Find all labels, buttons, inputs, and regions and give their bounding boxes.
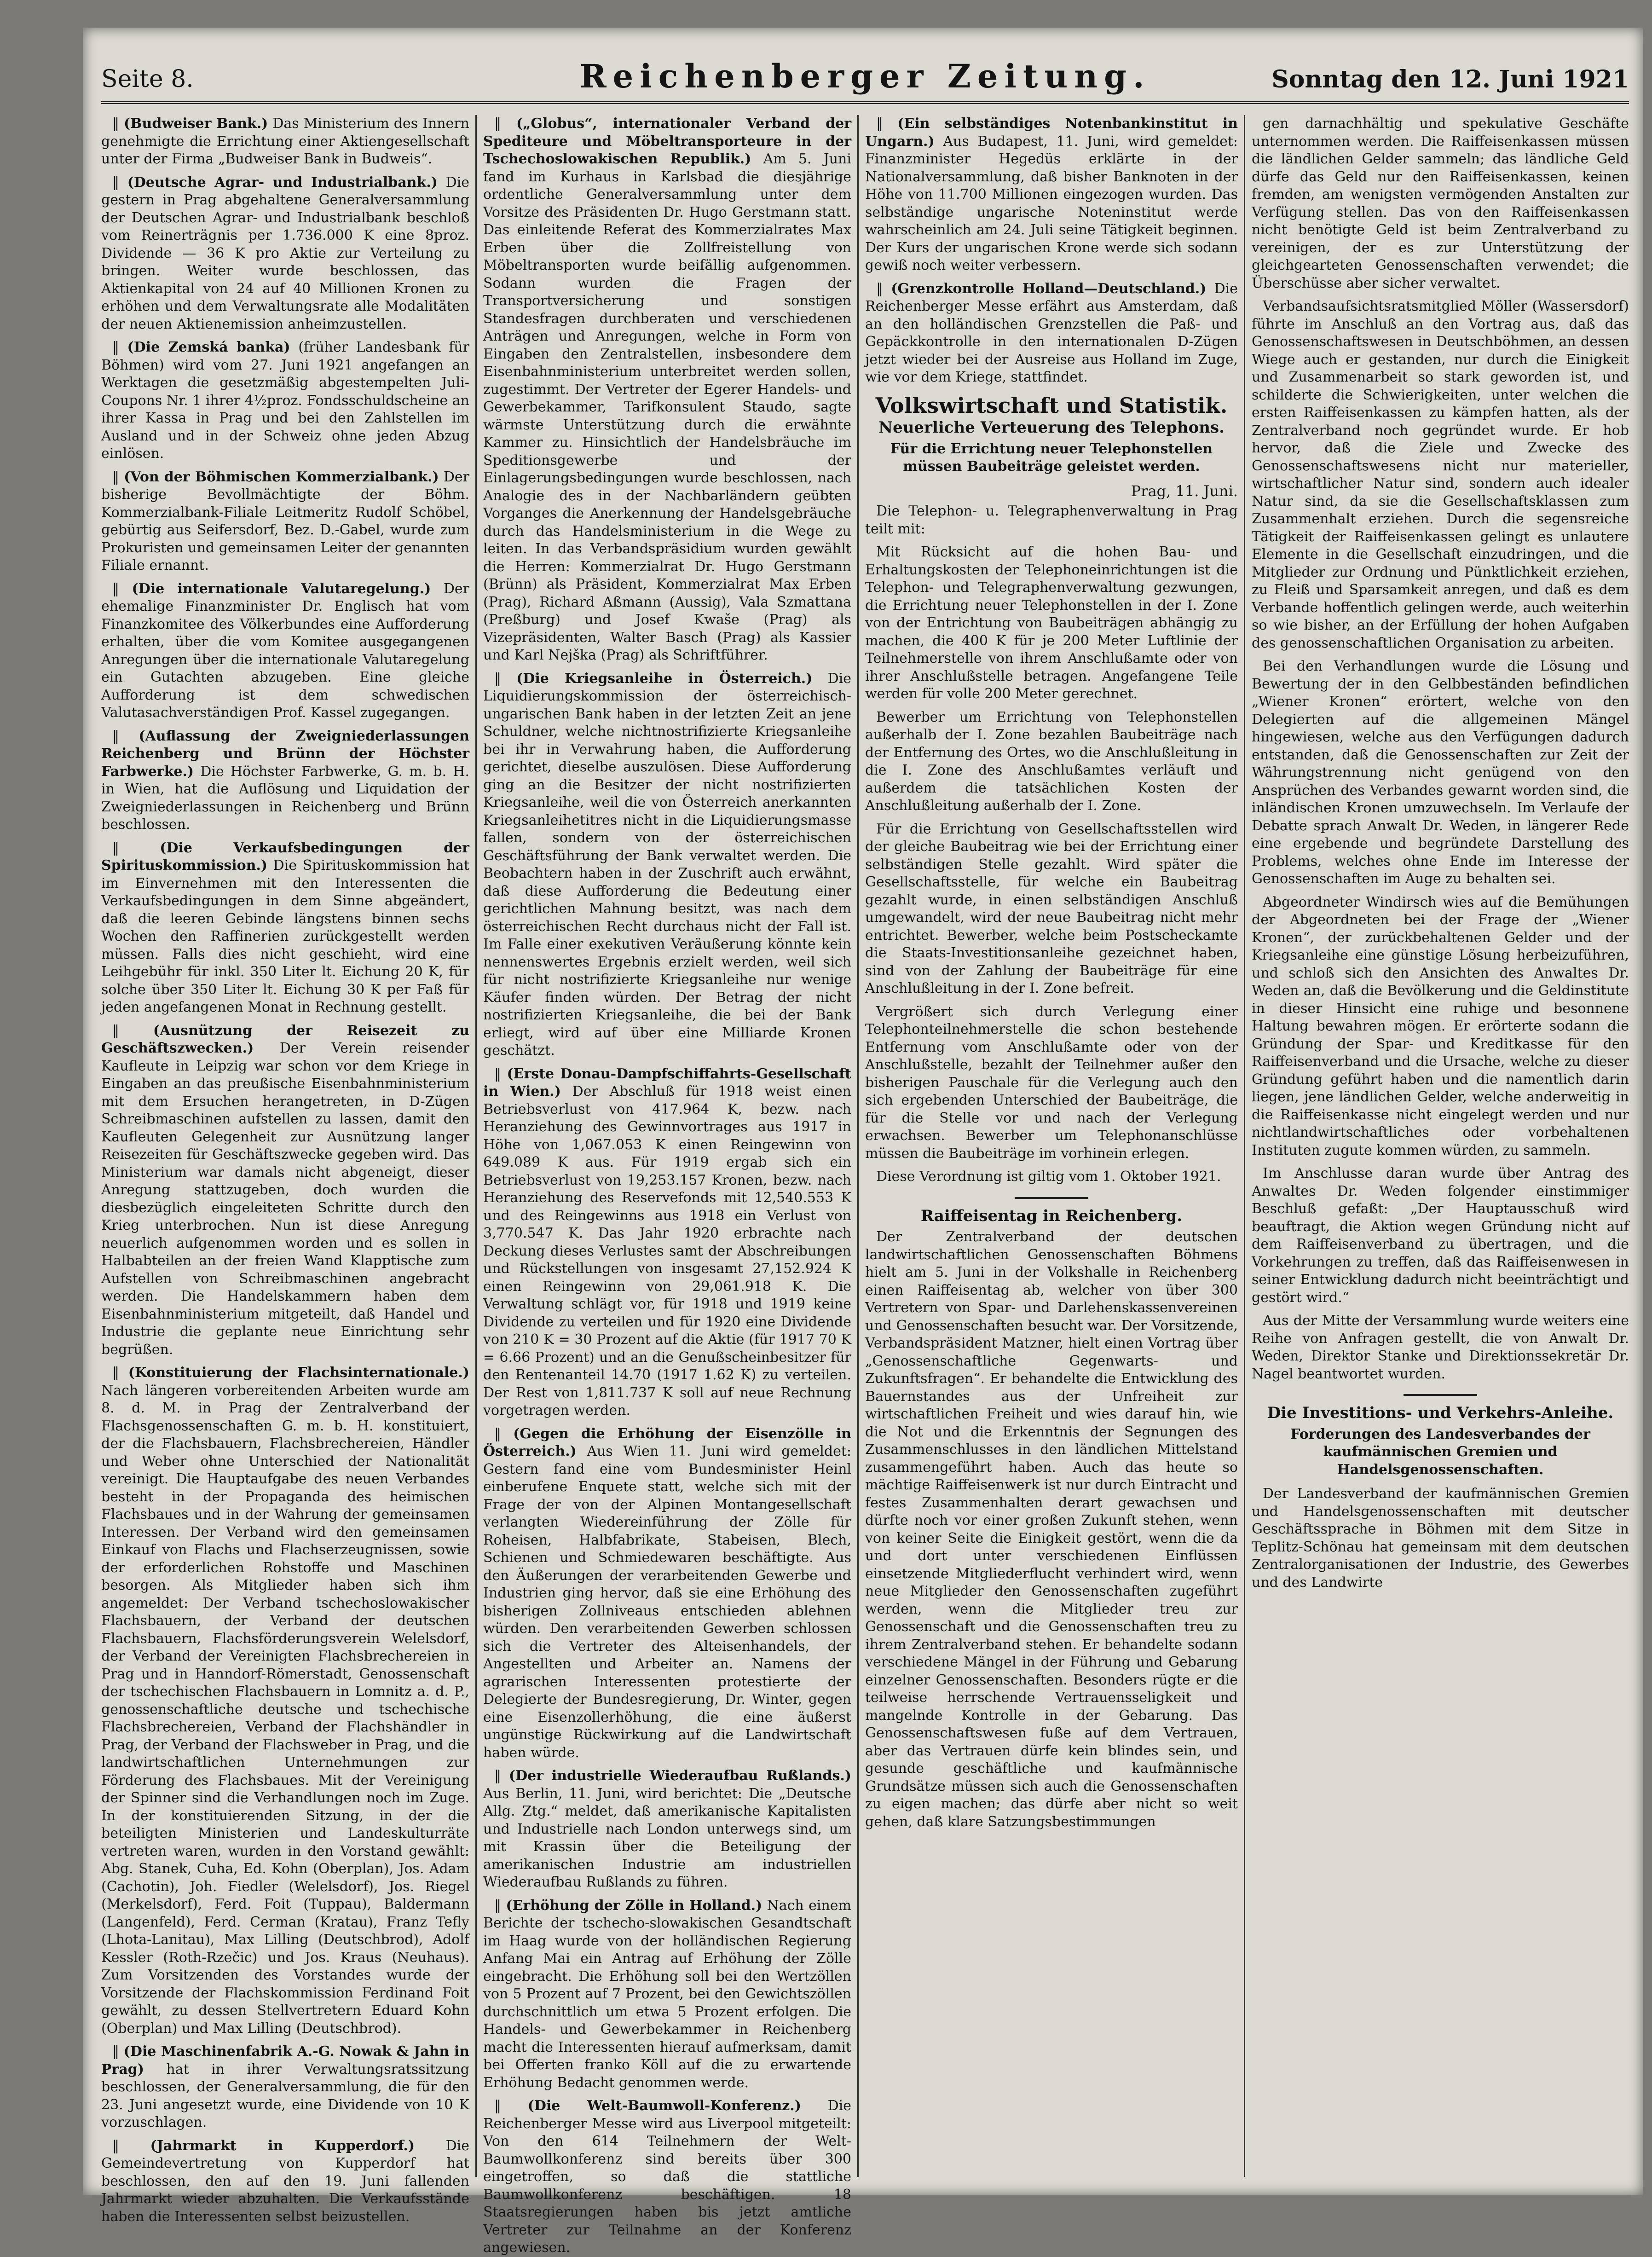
item-keyword: (Der industrielle Wiederaufbau Rußlands.) [508,1768,851,1784]
news-item [483,1897,851,2092]
item-marker: ‖ [112,728,139,744]
item-text: Der bisherige Bevollmächtigte der Böhm. Kommerzialbank-Filiale Leitmeritz Rudolf Schöbel, gebürtig aus Seifersdorf, Bez. D.-Gabel, wurde zum Prokuristen und gemeinsamen Leiter der genannten Filiale ernannt. [101,469,469,573]
item-keyword: (Erhöhung der Zölle in Holland.) [506,1897,762,1914]
item-text: hat in ihrer Verwaltungsratssitzung beschlossen, der Generalversammlung, die für den 23. Juni angesetzt wurde, eine Dividende von 10 K vorzuschlagen. [101,2061,469,2130]
news-item [101,115,469,168]
article-body [1252,115,1629,1383]
item-text: Nach einem Berichte der tschecho-slowakischen Gesandtschaft im Haag wurde von der holländischen Regierung Anfang Mai ein Antrag auf Erhöhung der Zölle eingebracht. Die Erhöhung soll bei den Wertzöllen von 5 Prozent auf 7 Prozent, bei den Gewichtszöllen durchschnittlich um etwa 5 Prozent erfolgen. Die Handels- und Gewerbekammer in Reichenberg macht die Interessenten hierauf aufmerksam, damit bei Offerten franko Köll auf die zu erwartende Erhöhung Bedacht genommen werde. [483,1897,851,2091]
item-marker: ‖ [112,1022,153,1039]
paragraph: Für die Errichtung von Gesellschaftsstellen wird der gleiche Baubeitrag wie bei der Errichtung einer selbständigen Stelle gezahlt. Wird später die Gesellschaftsstelle, für welche ein Baubeitrag gezahlt wurde, in einen selbständigen Anschluß umgewandelt, wird der neue Baubeitrag nicht mehr entrichtet. Bewerber, welche beim Postscheckamte die Staats-Investitionsanleihe gezeichnet haben, sind von der Zahlung der Baubeiträge für eine Anschlußleitung in der I. Zone befreit. [865,821,1238,996]
item-keyword: (Grenzkontrolle Holland—Deutschland.) [891,280,1207,297]
item-marker: ‖ [494,2098,528,2114]
article-headline: Raiffeisentag in Reichenberg. [920,1206,1183,1225]
item-text: Die Spirituskommission hat im Einvernehmen mit den Interessenten die Verkaufsbedingungen in dem Sinne abgeändert, daß die leeren Gebinde längstens binnen sechs Wochen den Raffinerien zurückgestellt werden müssen. Falls dies nicht geschieht, wird eine Leihgebühr für inkl. 350 Liter lt. Eichung 20 K, für solche über 350 Liter lt. Eichung 30 K per Faß für jeden angefangenen Monat in Rechnung gestellt. [101,857,469,1015]
item-marker: ‖ [112,2043,124,2060]
column-rule [1244,115,1245,2177]
item-keyword: (Die Welt-Baumwoll-Konferenz.) [527,2098,801,2114]
article-body [1252,1485,1629,1591]
article-headline: Neuerliche Verteuerung des Telephons. [878,418,1225,437]
item-keyword: (Jahrmarkt in Kupperdorf.) [150,2137,415,2154]
column-1 [101,115,470,2225]
news-item [483,115,851,665]
article-subheadline: Für die Errichtung neuer Telephonstellen müssen Baubeiträge geleistet werden. [890,440,1213,475]
column-rule [857,115,859,2177]
item-keyword: (Die Verkaufsbedingungen der Spirituskommission.) [101,839,469,874]
item-keyword: (Ein selbständiges Notenbankinstitut in Ungarn.) [865,116,1238,150]
item-text: Aus Budapest, 11. Juni, wird gemeldet: Finanzminister Hegedüs erklärte in der Nationalversammlung, daß bisher Banknoten in der Höhe von 11.700 Millionen eingezogen wurden. Das selbständige ungarische Noteninstitut werde wahrscheinlich am 24. Juli seine Tätigkeit beginnen. Der Kurs der ungarischen Krone werde sich sodann gewiß noch weiter verbessern. [865,133,1238,273]
item-text: Die Reichenberger Messe wird aus Liverpool mitgeteilt: Von den 614 Teilnehmern der Welt-Baumwollkonferenz sind bereits über 300 eingetroffen, so daß die stattliche Baumwollkonferenz beschäftigen. 18 Staatsregierungen haben bis jetzt amtliche Vertreter zur Teilnahme an der Konferenz angewiesen. [483,2098,851,2256]
news-item [101,2043,469,2132]
item-text: Aus Wien 11. Juni wird gemeldet: Gestern fand eine vom Bundesminister Heinl einberufene Enquete statt, welche sich mit der Frage der von der Alpinen Montangesellschaft verlangten Wiedereinführung der Zölle für Roheisen, Halbfabrikate, Stabeisen, Blech, Schienen und Schmiedewaren beschäftigte. Aus den Äußerungen der verarbeitenden Gewerbe und Industrien ging hervor, daß sie eine Erhöhung des bisherigen Zollniveaus entschieden ablehnen würden. Den verarbeitenden Gewerben schlossen sich die Vertreter des Alteisenhandels, der Angestellten und Arbeiter an. Namens der agrarischen Interessenten protestierte der Delegierte der Bundesregierung, Dr. Winter, gegen eine Eisenzollerhöhung, die eine äußerst ungünstige Rückwirkung auf die Landwirtschaft haben würde. [483,1443,851,1761]
news-item [101,580,469,722]
paragraph: Bewerber um Errichtung von Telephonstellen außerhalb der I. Zone bezahlen Baubeiträge nach der Entfernung des Ortes, wo die Anschlußleitung in die I. Zone des Anschlußamtes verläuft und außerdem die tatsächlichen Kosten der Anschlußleitung außerhalb der I. Zone. [865,709,1238,814]
item-keyword: (Von der Böhmischen Kommerzialbank.) [124,469,439,485]
article-body [865,503,1238,1186]
news-item [483,670,851,1060]
article-headline: Die Investitions- und Verkehrs-Anleihe. [1267,1404,1614,1422]
item-text: Nach längeren vorbereitenden Arbeiten wurde am 8. d. M. in Prag der Zentralverband der Flachsgenossenschaften G. m. b. H. konstituiert, der die Flachsbauern, Flachsbrechereien, Händler und Weber ohne Unterschied der Nationalität vereinigt. Die Hauptaufgabe des neuen Verbandes besteht in der Propaganda des heimischen Flachsbaues und in der Wahrung der gemeinsamen Interessen. Der Verband wird den gemeinsamen Einkauf von Flachs und Flachserzeugnissen, sowie der erforderlichen Rohstoffe und Maschinen besorgen. Als Mitglieder haben sich ihm angemeldet: Der Verband tschechoslowakischer Flachsbauern, der Verband der deutschen Flachsbauern, Flachsförderungsverein Welelsdorf, der Verband der Vereinigten Flachsbrechereien in Prag und in Hanndorf-Römerstadt, Genossenschaft der tschechischen Flachsbauern in Lomnitz a. d. P., genossenschaftliche deutsche und tschechische Flachsbrechereien, Verband der Flachshändler in Prag, der Verband der Flachsweber in Prag, und die landwirtschaftlichen Unternehmungen zur Förderung des Flachsbaues. Mit der Vereinigung der Spinner sind die Verhandlungen noch im Zuge. In der konstituierenden Sitzung, in der die beteiligten Ministerien und Landeskulturräte vertreten waren, wurden in den Vorstand gewählt: Abg. Stanek, Cuha, Ed. Kohn (Oberplan), Jos. Adam (Cachotin), Joh. Fiedler (Welelsdorf), Jos. Riegel (Merkelsdorf), Ferd. Foit (Tuppau), Baldermann (Langenfeld), Ferd. Cerman (Kratau), Franz Tefly (Lhota-Lanitau), Max Lilling (Deutschbrod), Adolf Kessler (Roth-Rzečic) und Jos. Kraus (Neuhaus). Zum Vorsitzenden des Vorstandes wurde der Vorsitzende der Flachskommission Ferdinand Foit gewählt, zu dessen Stellvertretern Eduard Kohn (Oberplan) und Max Lilling (Deutschbrod). [101,1382,469,2037]
news-item [101,728,469,834]
item-keyword: (Gegen die Erhöhung der Eisenzölle in Österreich.) [483,1425,851,1459]
item-text: Aus Berlin, 11. Juni, wird berichtet: Die „Deutsche Allg. Ztg.“ meldet, daß amerikanische Kapitalisten und Industrielle nach London unterwegs sind, um mit Krassin über die Beteiligung der amerikanischen Industrie am industriellen Wiederaufbau Rußlands zu führen. [483,1785,851,1890]
news-item [483,1767,851,1892]
news-item [865,115,1238,275]
news-item [101,1364,469,2037]
item-keyword: (Die Kriegsanleihe in Österreich.) [516,670,813,687]
item-keyword: (Ausnützung der Reisezeit zu Geschäftszwecken.) [101,1022,469,1056]
paragraph: gen darnachhältig und spekulative Geschäfte unternommen werden. Die Raiffeisenkassen müssen die ländlichen Gelder sammeln; das ländliche Geld dürfe das Geld nur den Raiffeisenkassen, keinen fremden, am wenigsten vermögenden Anstalten zur Verfügung stellen. Das von den Raiffeisenkassen nicht benötigte Geld ist beim Zentralverband zu vereinigen, der es zur Unterstützung der gleichgearteten Genossenschaften verwendet; die Überschüsse aber sicher verwaltet. [1252,116,1629,291]
news-items [865,115,1238,387]
paragraph: Abgeordneter Windirsch wies auf die Bemühungen der Abgeordneten bei der Frage der „Wiener Kronen“, der zurückbehaltenen Gelder und der Kriegsanleihe eine günstige Lösung herbeizuführen, und schloß sich den Ansichten des Anwaltes Dr. Weden an, daß die Bevölkerung und die Geldinstitute in dieser Hinsicht eine ruhige und besonnene Haltung bewahren mögen. Er erörterte sodann die Gründung der Spar- und Kreditkasse für den Raiffeisenverband und die Ursache, welche zu dieser Gründung geführt haben und die namentlich darin liegen, jene ländlichen Gelder, welche anderweitig in die Raiffeisenkasse nicht eingelegt werden und nur nichtlandwirtschaftliches oder vorbehaltenen Instituten zugute kommen würden, zu sammeln. [1252,894,1629,1158]
item-text: Das Ministerium des Innern genehmigte die Errichtung einer Aktiengesellschaft unter der Firma „Budweiser Bank in Budweis“. [101,116,469,167]
item-marker: ‖ [494,670,517,687]
item-text: Der Verein reisender Kaufleute in Leipzig war schon vor dem Kriege in Eingaben an das preußische Eisenbahnministerium mit dem Ersuchen herangetreten, in D-Zügen Schreibmaschinen aufstellen zu lassen, damit den Kaufleuten Gelegenheit zur Ausnützung langer Reisezeiten für Geschäftszwecke gegeben wird. Das Ministerium war damals nicht abgeneigt, dieser Anregung stattzugeben, doch wurden die diesbezüglich eingeleiteten Schritte durch den Krieg unterbrochen. Nun ist diese Anregung neuerlich aufgenommen worden und es sollen in Halbabteilen an der freien Wand Klapptische zum Aufstellen von Schreibmaschinen angebracht werden. Die Handelskammern haben dem Eisenbahnministerium mitgeteilt, daß Handel und Industrie die geplante neue Einrichtung sehr begrüßen. [101,1040,469,1358]
item-marker: ‖ [112,580,132,597]
item-marker: ‖ [494,116,516,132]
paragraph: Im Anschlusse daran wurde über Antrag des Anwaltes Dr. Weden folgender einstimmiger Beschluß gefaßt: „Der Hauptausschuß wird beauftragt, die Aktion wegen Gründung nicht auf dem Raiffeisenverband zu übertragen, und die Vorkehrungen zu treffen, daß das Raiffeisenwesen in seiner Entwicklung dadurch nicht beeinträchtigt und gestört wird.“ [1252,1165,1629,1306]
item-text: Die Liquidierungskommission der österreichisch-ungarischen Bank haben in der letzten Zeit an jene Schuldner, welche nichtnostrifizierte Kriegsanleihe bei ihr in Verwahrung haben, die Aufforderung gerichtet, dieselbe auszulösen. Diese Aufforderung ging an die Besitzer der nicht nostrifizierten Kriegsanleihe, weil die von Österreich anerkannten Kriegsanleihetitres nicht in die Liquidierungsmasse fallen, sondern von der österreichischen Geschäftsführung der Bank verwaltet werden. Die Beobachtern haben in der Zuschrift auch erwähnt, daß diese Aufforderung die Bedeutung einer gerichtlichen Mahnung besitzt, was nach dem österreichischen Recht durchaus nicht der Fall ist. Im Falle einer exekutiven Veräußerung könnte kein nennenswertes Ergebnis erzielt werden, weil sich für nicht nostrifizierte Kriegsanleihe nur wenige Käufer finden würden. Der Betrag der nicht nostrifizierten Kriegsanleihe, die bei der Bank erliegt, wird auf über eine Milliarde Kronen geschätzt. [483,670,851,1059]
item-marker: ‖ [112,339,127,355]
news-item [483,2097,851,2257]
item-marker: ‖ [112,469,124,485]
column-3 [865,115,1238,2177]
item-text: (früher Landesbank für Böhmen) wird vom 27. Juni 1921 angefangen an Werktagen die gesetzmäßig abgestempelten Juli-Coupons Nr. 1 ihrer 4½proz. Fondsschuldscheine an ihrer Kassa in Prag und bei den Zahlstellen im Ausland und in der Schweiz ohne jeden Abzug einlösen. [101,339,469,462]
item-keyword: (Budweiser Bank.) [123,116,268,132]
item-keyword: (Auflassung der Zweigniederlassungen Reichenberg und Brünn der Höchster Farbwerke.) [101,728,469,780]
item-text: Die Höchster Farbwerke, G. m. b. H. in Wien, hat die Auflösung und Liquidation der Zweigniederlassungen in Reichenberg und Brünn beschlossen. [101,763,469,833]
item-marker: ‖ [494,1768,509,1784]
item-text: Die Gemeindevertretung von Kupperdorf hat beschlossen, den auf den 19. Juni fallenden Jahrmarkt wieder abzuhalten. Die Verkaufsstände haben die Interessenten selbst beizustellen. [101,2137,470,2225]
divider [1404,1394,1477,1396]
item-keyword: („Globus“, internationaler Verband der Spediteure und Möbeltransporteure in der Tschechoslowakischen Republik.) [483,116,851,167]
item-keyword: (Konstituierung der Flachsinternationale.) [128,1365,469,1381]
item-text: Am 5. Juni fand im Kurhaus in Karlsbad die diesjährige ordentliche Generalversammlung unter dem Vorsitze des Präsidenten Dr. Hugo Gerstmann statt. Das einleitende Referat des Kommerzialrates Max Erben über die Zollfreistellung von Möbeltransporten wurde beifällig aufgenommen. Sodann wurden die Fragen der Transportversicherung und sonstigen Standesfragen durchberaten und verschiedenen Anträgen und Anregungen, welche in Form von Eingaben den Zentralstellen, insbesondere dem Eisenbahnministerium unterbreitet werden sollen, zugestimmt. Der Vertreter der Egerer Handels- und Gewerbekammer, Tarifkonsulent Staudo, sagte wärmste Unterstützung durch die erwähnte Kammer zu. Hinsichtlich der Handelsbräuche im Speditionsgewerbe und der Einlagerungsbedingungen wurde beschlossen, nach Analogie des in der Nachbarländern geübten Vorganges die Anerkennung der Handelsgebräuche durch das Handelsministerium in die Wege zu leiten. In das Verbandspräsidium wurden gewählt die Herren: Kommerzialrat Dr. Hugo Gerstmann (Brünn) als Präsident, Kommerzialrat Max Erben (Prag), Richard Aßmann (Aussig), Vala Szmattana (Preßburg) und Josef Kwaše (Prag) als Vizepräsidenten, Walter Basch (Prag) als Kassier und Karl Nejška (Prag) als Schriftführer. [483,151,851,663]
column-rule [475,115,477,2177]
item-keyword: (Erste Donau-Dampfschiffahrts-Gesellschaft in Wien.) [483,1065,851,1100]
news-item [483,1065,851,1420]
item-marker: ‖ [876,280,891,297]
item-text: Der ehemalige Finanzminister Dr. Englisch hat vom Finanzkomitee des Völkerbundes eine Aufforderung erhalten, über die vom Komitee ausgegangenen Anregungen über die internationale Valutaregelung ein Gutachten abzugeben. Eine gleiche Aufforderung ist dem schwedischen Valutasachverständigen Prof. Kassel zugegangen. [101,580,469,721]
article-body [865,1228,1238,1831]
news-item [101,839,469,1017]
item-marker: ‖ [112,839,160,856]
masthead: Reichenberger Zeitung. [579,57,1151,95]
news-item [483,1425,851,1762]
paragraph: Der Landesverband der kaufmännischen Gremien und Handelsgenossenschaften mit deutscher Geschäftssprache in Böhmen mit dem Sitze in Teplitz-Schönau hat gemeinsam mit dem deutschen Zentralorganisationen der Industrie, des Gewerbes und des Landwirte [1252,1486,1629,1591]
page-header [101,46,1629,104]
news-item [101,1022,469,1359]
item-marker: ‖ [112,2137,150,2154]
paragraph: Vergrößert sich durch Verlegung einer Telephonteilnehmerstelle die schon bestehende Entfernung vom Anschlußamte oder von der Anschlußstelle, bezahlt der Teilnehmer außer den bisherigen Pauschale für die Verlegung auch den sich ergebenden Unterschied der Baubeiträge, die für die Stelle vor und nach der Verlegung erwachsen. Bewerber um Telephonanschlüsse müssen die Baubeiträge im vorhinein erlegen. [865,1003,1238,1162]
item-marker: ‖ [494,1425,514,1442]
column-2 [483,115,851,2256]
newspaper-page [83,28,1643,2256]
item-text: Die gestern in Prag abgehaltene Generalversammlung der Deutschen Agrar- und Industrialbank beschloß vom Reinerträgnis per 1.736.000 K eine 8proz. Dividende — 36 K pro Aktie zur Verteilung zu bringen. Weiter wurde beschlossen, das Aktienkapital von 24 auf 40 Millionen Kronen zu erhöhen und dem Verwaltungsrate alle Modalitäten der neuen Aktienemission anheimzustellen. [101,174,469,332]
paragraph: Verbandsaufsichtsratsmitglied Möller (Wassersdorf) führte im Anschluß an den Vortrag aus, daß das Genossenschaftswesen in Deutschböhmen, an dessen Wiege auch er gestanden, nur durch die Einigkeit und Zusammenarbeit so stark geworden ist, und schilderte die Schwierigkeiten, unter welchen die ersten Raiffeisenkassen zu kämpfen hatten, als der Zentralverband noch gegründet wurde. Er hob hervor, daß die Ziele und Zwecke des Genossenschaftswesens nicht nur materieller, wirtschaftlicher Natur sind, sondern auch idealer Natur sind, da sie die Gesellschaftsklassen zum Zusammenhalt erziehen. Durch die segensreiche Tätigkeit der Raiffeisenkassen gelingt es unlautere Elemente in die Gesellschaft einzudringen, und die Mitglieder zur Ordnung und Pünktlichkeit erziehen, zu Fleiß und Sparsamkeit anregen, und daß es dem Verbande hoffentlich gelingen werde, auch weiterhin so wie bisher, an der Erfüllung der hohen Aufgaben des genossenschaftlichen Organisation zu arbeiten. [1252,298,1629,651]
item-keyword: (Die Maschinenfabrik A.-G. Nowak & Jahn in Prag) [101,2043,469,2078]
paragraph: Aus der Mitte der Versammlung wurde weiters eine Reihe von Anfragen gestellt, die von Anwalt Dr. Weden, Direktor Stanke und Direktionssekretär Dr. Nagel beantwortet wurden. [1252,1313,1629,1382]
news-item [101,469,469,575]
dateline: Prag, 11. Juni. [1131,482,1238,500]
column-4 [1252,115,1629,2177]
news-item [101,2137,469,2226]
item-marker: ‖ [112,1365,128,1381]
news-item [101,174,469,334]
item-keyword: (Deutsche Agrar- und Industrialbank.) [127,174,438,191]
paragraph: Diese Verordnung ist giltig vom 1. Oktober 1921. [876,1169,1221,1185]
item-keyword: (Die Zemská banka) [127,339,290,355]
issue-date: Sonntag den 12. Juni 1921 [1271,65,1629,93]
item-marker: ‖ [494,1065,507,1082]
article-subheadline: Forderungen des Landesverbandes der kaufmännischen Gremien und Handelsgenossenschaften. [1290,1426,1590,1478]
item-keyword: (Die internationale Valutaregelung.) [132,580,431,597]
item-marker: ‖ [112,174,127,191]
item-text: Der Abschluß für 1918 weist einen Betriebsverlust von 417.964 K, bezw. nach Heranziehung des Gewinnvortrages aus 1917 in Höhe von 1,067.053 K einen Reingewinn von 649.089 K aus. Für 1919 ergab sich ein Betriebsverlust von 19,253.157 Kronen, bezw. nach Heranziehung des Reservefonds mit 12,540.553 K und des Reingewinns aus 1918 ein Verlust von 3,770.547 K. Das Jahr 1920 erbrachte nach Deckung dieses Verlustes samt der Abschreibungen und Rückstellungen von insgesamt 27,152.924 K einen Reingewinn von 29,061.918 K. Die Verwaltung schlägt vor, für 1918 und 1919 keine Dividende zu verteilen und für 1920 eine Dividende von 210 K = 30 Prozent auf die Aktie (für 1917 70 K = 6.66 Prozent) und an die Genußscheinbesitzer für den Rentenanteil 14.70 (1917 1.62 K) zu verteilen. Der Rest von 1,811.737 K soll auf neue Rechnung vorgetragen werden. [483,1083,851,1418]
page-number: Seite 8. [101,65,194,93]
section-title: Volkswirtschaft und Statistik. [875,393,1228,418]
paragraph: Bei den Verhandlungen wurde die Lösung und Bewertung der in den Gelbbeständen befindlichen „Wiener Kronen“ erörtert, welche von den Delegierten auf die allgemeinen Mängel hingewiesen, welche aus den Verfügungen dadurch entstanden, daß die Genossenschaften zur Zeit der Währungstrennung nicht genügend von den Ansprüchen des Verbandes gewarnt worden sind, die inländischen Kronen umzuwechseln. Im Verlaufe der Debatte sprach Anwalt Dr. Weden, in längerer Rede eine ergebende und begründete Darstellung des Problems, welches ohne Ende im Interesse der Genossenschaften im Auge zu behalten sei. [1252,658,1629,887]
news-item [101,339,469,463]
item-marker: ‖ [112,116,124,132]
item-text: Die Reichenberger Messe erfährt aus Amsterdam, daß an den holländischen Grenzstellen die Paß- und Gepäckkontrolle in den internationalen D-Zügen jetzt wieder bei der Ausreise aus Holland im Zuge, wie vor dem Kriege, stattfindet. [865,280,1238,385]
divider [1015,1197,1088,1199]
paragraph: Der Zentralverband der deutschen landwirtschaftlichen Genossenschaften Böhmens hielt am 5. Juni in der Volkshalle in Reichenberg einen Raiffeisentag ab, welcher von über 300 Vertretern von Spar- und Darlehenskassenvereinen und Genossenschaften besucht war. Der Vorsitzende, Verbandspräsident Matzner, hielt einen Vortrag über „Genossenschaftliche Gegenwarts- und Zukunftsfragen“. Er behandelte die Entwicklung des Bauernstandes aus der Unfreiheit zur wirtschaftlichen Freiheit und wies darauf hin, wie die Not und die Erkenntnis der Segnungen des Zusammenschlusses in den ländlichen Mittelstand zusammengeführt haben. Auch das heute so mächtige Raiffeisenwerk ist nur durch Eintracht und festes Zusammenhalten derart gewachsen und dürfte noch vor einer großen Zukunft stehen, wenn von keiner Seite die Einigkeit gestört, wenn die da und dort unter verschiedenen Einflüssen einsetzende Mitgliederflucht verhindert wird, wenn neue Mitglieder den Genossenschaften zugeführt werden, wenn die Mitglieder treu zur Genossenschaft und die Genossenschaften treu zu ihrem Zentralverband stehen. Er behandelte sodann verschiedene Mängel in der Führung und Gebarung einzelner Genossenschaften. Besonders rügte er die teilweise herrschende Vertrauensseligkeit und mangelnde Kontrolle in der Gebarung. Das Genossenschaftswesen fuße auf dem Vertrauen, aber das Vertrauen dürfe kein blindes sein, und gesunde geschäftliche und kaufmännische Grundsätze müssen sich auch die Genossenschaften zu eigen machen; das dürfe aber nicht so weit gehen, daß klare Satzungsbestimmungen [865,1229,1238,1830]
paragraph: Die Telephon- u. Telegraphenverwaltung in Prag teilt mit: [865,503,1238,537]
paragraph: Mit Rücksicht auf die hohen Bau- und Erhaltungskosten der Telephoneinrichtungen ist die Telephon- und Telegraphenverwaltung gezwungen, die Errichtung neuer Telephonstellen in der I. Zone von der Entrichtung von Baubeiträgen abhängig zu machen, die 400 K für je 200 Meter Luftlinie der Teilnehmerstelle von ihrem Anschlußamte oder von ihrer Anschlußstelle betragen. Angefangene Teile werden für volle 200 Meter gerechnet. [865,544,1238,702]
item-marker: ‖ [876,116,898,132]
item-marker: ‖ [494,1897,506,1914]
news-item [865,280,1238,387]
